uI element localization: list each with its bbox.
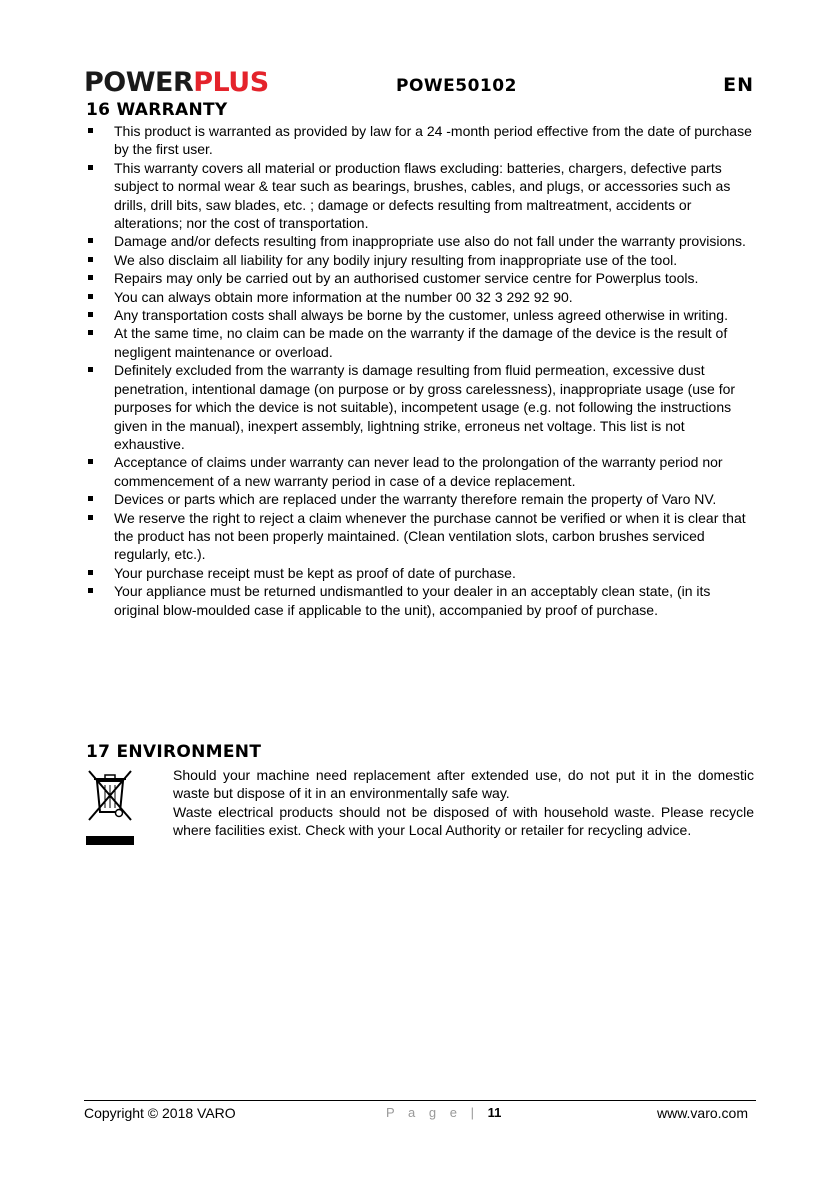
warranty-heading: 16 WARRANTY	[86, 100, 228, 120]
warranty-item-text: At the same time, no claim can be made on the warranty if the damage of the device is the result of negligent maintenance or overload.	[114, 325, 728, 360]
warranty-list-item	[86, 288, 756, 306]
warranty-list-item	[86, 453, 756, 490]
bullet-icon	[88, 238, 93, 243]
page-header	[84, 66, 756, 100]
warranty-item-text: Repairs may only be carried out by an authorised customer service centre for Powerplus tools.	[114, 270, 699, 287]
bullet-icon	[88, 515, 93, 520]
warranty-item-text: Your purchase receipt must be kept as proof of date of purchase.	[114, 564, 516, 581]
warranty-list-item	[86, 564, 756, 582]
page-footer	[84, 1100, 756, 1125]
bullet-icon	[88, 459, 93, 464]
warranty-list-item	[86, 122, 756, 159]
warranty-list	[86, 122, 756, 619]
warranty-list-item	[86, 251, 756, 269]
warranty-item-text: We also disclaim all liability for any bodily injury resulting from inappropriate use of the tool.	[114, 251, 678, 268]
bullet-icon	[88, 312, 93, 317]
bullet-icon	[88, 330, 93, 335]
warranty-item-text: Any transportation costs shall always be borne by the customer, unless agreed otherwise in writing.	[114, 307, 728, 324]
page-label: P a g e |	[386, 1105, 479, 1120]
weee-crossed-bin-icon	[86, 766, 134, 848]
bullet-icon	[88, 367, 93, 372]
bullet-icon	[88, 128, 93, 133]
bullet-icon	[88, 588, 93, 593]
warranty-item-text: Definitely excluded from the warranty is damage resulting from fluid permeation, excessive dust penetration, intentional damage (on purpose or by gross carelessness), inappropriate usage (use for purposes for which the device is not suitable), incompetent usage (e.g. not following the instructions given in the manual), inexpert assembly, lightning strike, erroneus net voltage. This list is not exhaustive.	[114, 362, 736, 452]
warranty-item-text: We reserve the right to reject a claim whenever the purchase cannot be verified or when it is clear that the product has not been properly maintained. (Clean ventilation slots, carbon brushes serviced regularly, etc.).	[114, 509, 746, 563]
language-code: EN	[723, 74, 754, 96]
warranty-item-text: Your appliance must be returned undismantled to your dealer in an acceptably clean state, (in its original blow-moulded case if applicable to the unit), accompanied by proof of purchase.	[114, 583, 711, 618]
warranty-list-item	[86, 232, 756, 250]
copyright-text: Copyright © 2018 VARO	[84, 1105, 236, 1121]
logo-plus-text: PLUS	[193, 67, 269, 98]
warranty-list-item	[86, 490, 756, 508]
bullet-icon	[88, 165, 93, 170]
page-number: 11	[487, 1105, 502, 1120]
bullet-icon	[88, 294, 93, 299]
environment-paragraph: Waste electrical products should not be disposed of with household waste. Please recycle where facilities exist. Check with your Local Authority or retailer for recycling advice.	[173, 803, 754, 839]
warranty-list-item	[86, 269, 756, 287]
warranty-list-item	[86, 509, 756, 564]
warranty-list-item	[86, 324, 756, 361]
page-indicator	[386, 1105, 501, 1120]
warranty-list-item	[86, 361, 756, 453]
warranty-item-text: Damage and/or defects resulting from inappropriate use also do not fall under the warranty provisions.	[114, 233, 746, 250]
bullet-icon	[88, 570, 93, 575]
bullet-icon	[88, 257, 93, 262]
bullet-icon	[88, 496, 93, 501]
website-link[interactable]: www.varo.com	[656, 1105, 748, 1121]
warranty-item-text: Devices or parts which are replaced under the warranty therefore remain the property of Varo NV.	[114, 491, 717, 508]
warranty-item-text: This warranty covers all material or production flaws excluding: batteries, chargers, defective parts subject to normal wear & tear such as bearings, brushes, cables, and plugs, or accessories such as drills, drill bits, saw blades, etc. ; damage or defects resulting from maltreatment, accidents or alterations; nor the cost of transportation.	[114, 159, 731, 232]
environment-heading: 17 ENVIRONMENT	[86, 742, 262, 762]
warranty-list-item	[86, 306, 756, 324]
environment-paragraph: Should your machine need replacement after extended use, do not put it in the domestic waste but dispose of it in an environmentally safe way.	[173, 767, 754, 802]
model-number: POWE50102	[396, 76, 517, 96]
powerplus-logo	[84, 68, 269, 98]
warranty-item-text: You can always obtain more information at the number 00 32 3 292 92 90.	[114, 288, 573, 305]
logo-power-text: POWER	[84, 67, 194, 98]
warranty-list-item	[86, 582, 756, 619]
warranty-item-text: This product is warranted as provided by law for a 24 -month period effective from the date of purchase by the first user.	[114, 123, 752, 158]
warranty-item-text: Acceptance of claims under warranty can never lead to the prolongation of the warranty period nor commencement of a new warranty period in case of a device replacement.	[114, 454, 723, 489]
warranty-list-item	[86, 159, 756, 233]
bullet-icon	[88, 275, 93, 280]
environment-text	[173, 766, 754, 840]
